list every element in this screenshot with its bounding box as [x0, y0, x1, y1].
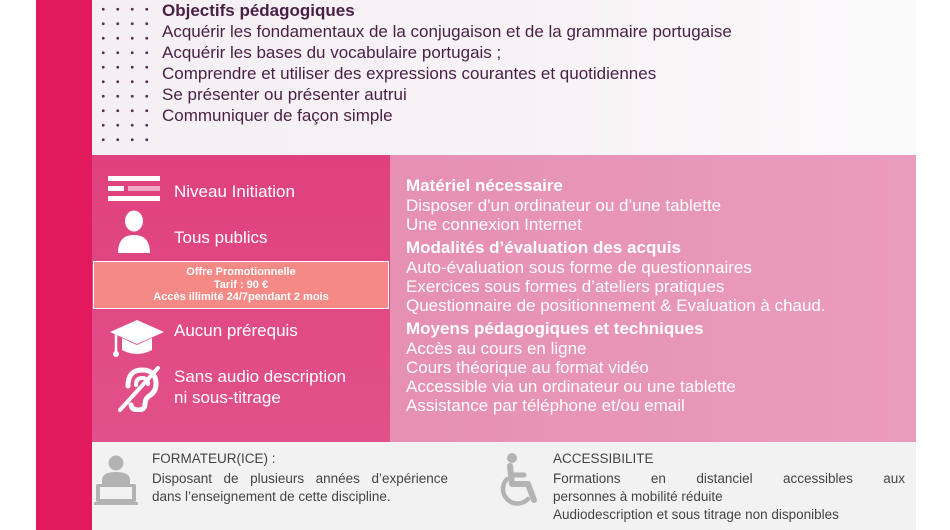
evaluation-title: Modalités d’évaluation des acquis	[406, 238, 681, 257]
materials-title: Matériel nécessaire	[406, 176, 563, 195]
accessibility-line: Audiodescription et sous titrage non disponibles	[553, 507, 839, 522]
graduation-cap-icon	[108, 318, 166, 360]
objectives-section	[162, 1, 732, 126]
promo-access: Accès illimité 24/7pendant 2 mois	[153, 291, 329, 303]
prerequisites-label: Aucun prérequis	[174, 321, 298, 340]
means-item: Assistance par téléphone et/ou email	[406, 396, 685, 415]
wheelchair-icon	[498, 452, 546, 512]
materials-item: Disposer d'un ordinateur ou d’une tablette	[406, 196, 722, 215]
left-accent-band	[36, 0, 92, 530]
trainer-title: FORMATEUR(ICE) :	[152, 451, 276, 466]
promo-offer-box	[93, 261, 389, 309]
objective-item: Comprendre et utiliser des expressions courantes et quotidiennes	[162, 64, 657, 83]
means-item: Accès au cours en ligne	[406, 339, 587, 358]
evaluation-item: Exercices sous formes d’ateliers pratiques	[406, 277, 725, 296]
promo-price: Tarif : 90 €	[213, 278, 269, 291]
means-item: Cours théorique au format vidéo	[406, 358, 649, 377]
hearing-icon	[118, 366, 162, 412]
evaluation-item: Auto-évaluation sous forme de questionnaires	[406, 258, 752, 277]
evaluation-item: Questionnaire de positionnement & Evaluation à chaud.	[406, 296, 826, 315]
audience-label: Tous publics	[174, 228, 268, 247]
accessibility-description	[553, 470, 905, 524]
objectives-title: Objectifs pédagogiques	[162, 1, 355, 20]
accessibility-title: ACCESSIBILITE	[553, 451, 654, 466]
level-label: Niveau Initiation	[174, 182, 295, 201]
audio-description-label: Sans audio description	[174, 367, 347, 386]
accessibility-line: Formations en distanciel accessibles aux	[553, 471, 905, 486]
means-item: Accessible via un ordinateur ou une tablette	[406, 377, 736, 396]
course-details	[406, 176, 826, 415]
level-bars-icon	[108, 176, 160, 202]
objective-item: Se présenter ou présenter autrui	[162, 85, 407, 104]
trainer-laptop-icon	[94, 454, 138, 506]
decorative-dot-grid	[96, 0, 152, 145]
objective-item: Acquérir les fondamentaux de la conjugaison et de la grammaire portugaise	[162, 22, 732, 41]
accessibility-line: personnes à mobilité réduite	[553, 489, 723, 504]
promo-title: Offre Promotionnelle	[186, 266, 296, 278]
means-title: Moyens pédagogiques et techniques	[406, 319, 704, 338]
objective-item: Acquérir les bases du vocabulaire portugais ;	[162, 43, 502, 62]
materials-item: Une connexion Internet	[406, 215, 582, 234]
objective-item: Communiquer de façon simple	[162, 106, 393, 125]
trainer-description: Disposant de plusieurs années d’expérience dans l’enseignement de cette discipline.	[152, 471, 448, 504]
person-icon	[116, 210, 152, 254]
subtitles-label: ni sous-titrage	[174, 388, 281, 407]
